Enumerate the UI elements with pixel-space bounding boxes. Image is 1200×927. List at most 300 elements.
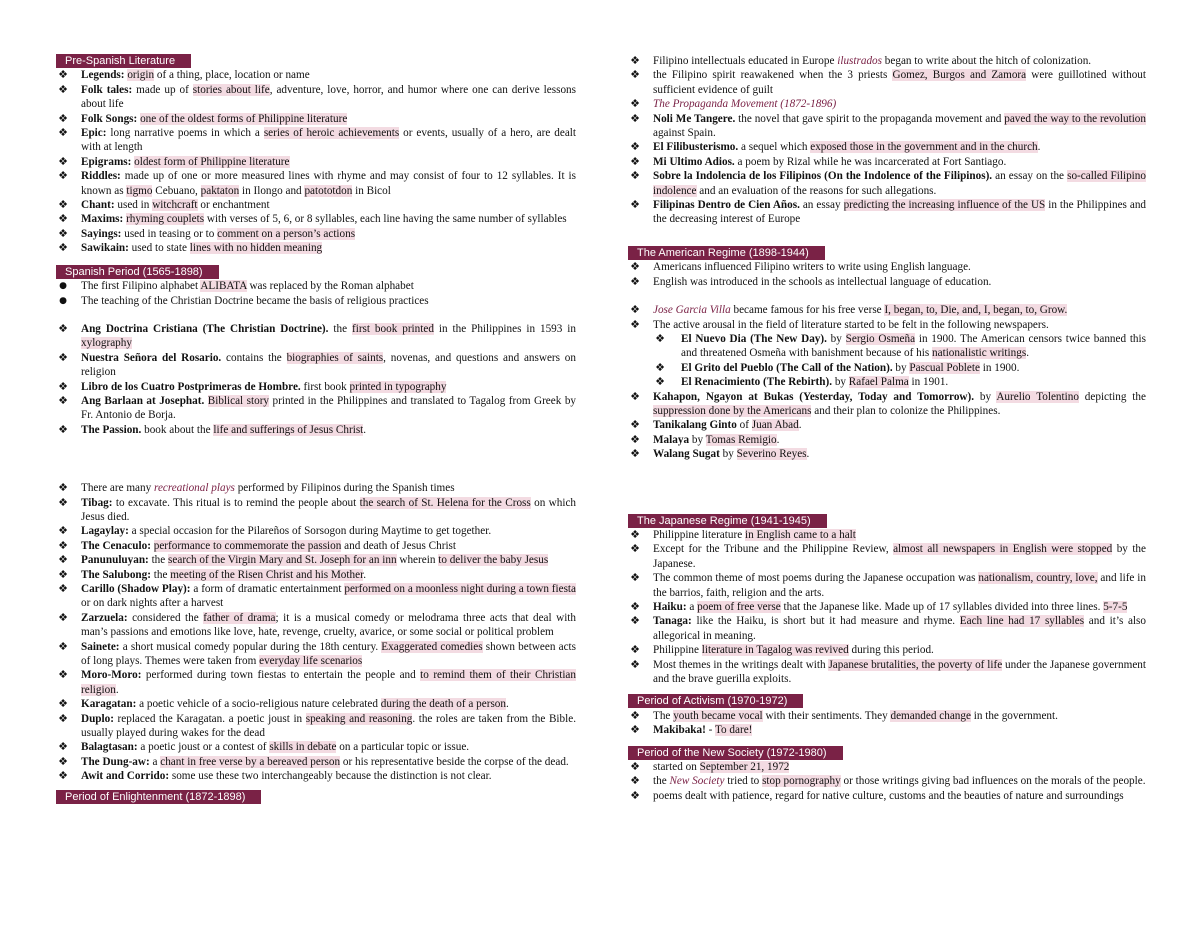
list-item [56,668,576,697]
item-text: depicting the [1078,390,1146,403]
item-text: the [150,568,171,581]
item-highlight: everyday life scenarios [259,655,363,668]
item-text: with verses of 5, 6, or 8 syllables, each line having the same number of syllables [204,213,567,226]
item-highlight: nationalism, country, love, [978,572,1098,585]
list-item [56,169,576,198]
item-term: Tanaga: [653,615,692,628]
item-highlight: Aurelio Tolentino [996,390,1079,403]
item-text: on which Jesus died. [81,496,577,523]
plays-intro-emphasis: recreational plays [154,482,235,495]
section-header-american: The American Regime (1898-1944) [628,246,825,260]
bullet-icon: ❖ [58,495,68,509]
bullet-icon: ❖ [58,711,68,725]
japanese-list [628,528,1146,686]
item-text: in 1900. [979,361,1020,374]
item-highlight: performed on a moonless night during a town fiesta [344,583,576,595]
item-term: Libro de los Cuatro Postprimeras de Hombre. [81,380,301,393]
list-item [56,769,576,783]
list-item [628,260,1146,274]
item-text: and an evaluation of the reasons for such allegations. [696,184,937,197]
bullet-icon: ❖ [58,350,68,364]
item-text: or his representative beside the corpse of the dead. [340,755,569,768]
bullet-icon: ❖ [58,379,68,393]
list-item [628,614,1146,643]
item-highlight: tigmo [126,184,153,197]
item-highlight: one of the oldest forms of Philippine literature [140,112,348,125]
bullet-icon: ❖ [630,68,640,82]
bullet-icon: ❖ [630,527,640,541]
item-text: the [328,322,352,335]
item-text: Americans influenced Filipino writers to write using English language. [653,261,971,274]
plays-intro-text-end: performed by Filipinos during the Spanish times [234,482,455,495]
bullet-icon: ❖ [58,524,68,538]
list-item [628,760,1146,774]
dot-bullet-icon: ● [59,295,67,306]
plays-list [56,496,576,784]
left-column [56,54,576,804]
list-item [628,198,1146,227]
list-item [653,361,1146,375]
item-text: made up of [132,83,193,96]
item-text: . [776,433,780,446]
bullet-icon: ❖ [630,303,640,317]
list-item [56,380,576,394]
spanish-dot-list [56,279,576,308]
item-highlight: so-called Filipino indolence [653,170,1146,197]
list-item [56,112,576,126]
item-text: replaced the Karagatan. a poetic joust in [113,712,306,725]
item-text: the Filipino spirit reawakened when the 3 priests [653,69,893,82]
item-text: and death of Jesus Christ [341,539,457,552]
item-term: Panunuluyan: [81,554,149,567]
bullet-icon: ❖ [58,198,68,212]
list-item [56,155,576,169]
arousal-text: The active arousal in the field of literature started to be felt in the following newspapers. [653,318,1049,331]
item-text: Filipino intellectuals educated in Europe [653,55,838,67]
item-emphasis: The Propaganda Movement (1872-1896) [653,98,837,111]
item-term: Filipinas Dentro de Cien Años. [653,199,800,212]
bullet-icon: ❖ [58,226,68,240]
item-emphasis: ilustrados [837,55,882,67]
bullet-icon: ❖ [630,198,640,212]
list-item [628,68,1146,97]
bullet-icon: ❖ [630,169,640,183]
item-text: an essay on the [992,170,1068,183]
item-highlight: suppression done by the Americans [653,404,812,417]
item-text: by [826,332,846,345]
item-text: in the Philippines in 1593 in [433,322,577,335]
list-item [56,582,576,611]
bullet-icon: ❖ [58,422,68,436]
activism-list [628,709,1146,738]
list-item [628,723,1146,737]
item-highlight: performance to commemorate the passion [153,539,342,552]
list-item [56,481,576,495]
item-highlight: first book printed [351,322,434,335]
list-item [628,433,1146,447]
list-item [56,423,576,437]
dot-bullet-icon: ● [59,281,67,292]
item-highlight: nationalistic writings [932,347,1027,360]
item-text: a form of dramatic entertainment [190,583,345,595]
item-term: The Passion. [81,423,142,436]
section-header-enlightenment: Period of Enlightenment (1872-1898) [56,790,261,804]
item-highlight: series of heroic achievements [263,127,400,140]
list-item [628,542,1146,571]
item-highlight: Severino Reyes [736,448,807,461]
bullet-icon: ❖ [58,111,68,125]
item-highlight: oldest form of Philippine literature [134,155,290,168]
item-term: Noli Me Tangere. [653,112,736,125]
plays-intro-list [56,481,576,495]
item-text: against Spain. [653,127,716,140]
list-item [628,528,1146,542]
item-text: performed during town fiestas to entertain the people and [141,669,421,682]
item-term: Sayings: [81,227,122,240]
american-list-2 [628,390,1146,462]
item-text: of a thing, place, location or name [154,69,310,82]
bullet-icon: ❖ [58,697,68,711]
item-highlight: stories about life [192,83,270,96]
item-highlight: search of the Virgin Mary and St. Joseph for an inn [168,554,397,567]
bullet-icon: ❖ [630,260,640,274]
item-highlight: Sergio Osmeña [845,332,916,345]
item-text: in the Philippines and the decreasing interest of Europe [653,199,1147,226]
item-text: an essay [799,199,844,212]
item-text: under the Japanese government and the brave guerilla exploits. [653,658,1146,686]
item-text: . the roles are taken from the Bible. usually played during wakes for the dead [81,712,576,740]
item-text: or those writings giving bad influences on the morals of the people. [840,775,1146,788]
item-text: poems dealt with patience, regard for native culture, customs and the beauties of nature and surroundings [653,789,1124,802]
item-term: Zarzuela: [81,611,128,624]
item-highlight: life and sufferings of Jesus Christ [213,423,364,436]
item-text: in Ilongo and [239,184,305,197]
item-term: El Filibusterismo. [653,141,739,154]
bullet-icon: ❖ [630,97,640,111]
item-text: The teaching of the Christian Doctrine became the basis of religious practices [81,294,429,307]
bullet-icon: ❖ [630,542,640,556]
item-term: Balagtasan: [81,741,138,754]
bullet-icon: ❖ [58,154,68,168]
item-term: Epic: [81,127,107,140]
item-highlight: paktaton [200,184,240,197]
list-item [56,740,576,754]
bullet-icon: ❖ [58,582,68,595]
bullet-icon: ❖ [58,321,68,335]
item-text: The first Filipino alphabet [81,280,201,293]
list-item [653,375,1146,389]
section-header-pre-spanish: Pre-Spanish Literature [56,54,191,68]
item-text: a poetic vehicle of a socio-religious nature celebrated [136,698,381,711]
item-term: Karagatan: [81,698,137,711]
bullet-icon: ❖ [58,481,68,495]
item-highlight: father of drama [203,611,276,624]
bullet-icon: ❖ [630,418,640,432]
item-term: The Salubong: [81,568,151,581]
bullet-icon: ❖ [655,375,665,389]
item-term: Tanikalang Ginto [653,419,737,432]
item-term: Ang Barlaan at Josephat. [81,394,205,407]
item-term: El Renacimiento (The Rebirth). [681,376,833,389]
american-list [628,260,1146,289]
item-highlight: Biblical story [207,394,270,407]
section-header-new-society: Period of the New Society (1972-1980) [628,746,843,760]
item-text: used in [114,199,153,212]
item-text: book about the [141,423,214,436]
villa-name: Jose Garcia Villa [653,304,731,317]
pre-spanish-list [56,68,576,255]
list-item [56,697,576,711]
bullet-icon: ❖ [58,538,68,552]
bullet-icon: ❖ [58,668,68,682]
item-text: a short musical comedy popular during the 18th century. [119,640,382,653]
item-text: of [736,419,752,432]
newspaper-list [653,332,1146,390]
item-text: a special occasion for the Pilareños of Sorsogon during Maytime to get together. [128,525,492,538]
bullet-icon: ❖ [58,754,68,768]
item-term: The Cenaculo: [81,539,151,552]
villa-highlight: I, began, to, Die, and, I, began, to, Grow. [884,304,1068,317]
bullet-icon: ❖ [58,553,68,567]
item-text: shown between acts of long plays. Themes were taken from [81,640,576,668]
item-highlight: stop pornography [762,775,841,788]
list-item [56,241,576,255]
item-text: the novel that gave spirit to the propaganda movement and [735,112,1005,125]
bullet-icon: ❖ [630,760,640,774]
item-text: and it’s also allegorical in meaning. [653,615,1146,642]
item-text: made up of one or more measured lines with rhyme and may consist of four to 12 syllables. It is known as [81,170,576,197]
item-text: a [686,601,698,613]
list-item [56,611,576,640]
section-header-activism: Period of Activism (1970-1972) [628,694,803,708]
item-text: during this period. [848,644,934,657]
bullet-icon: ❖ [58,212,68,226]
bullet-icon: ❖ [58,639,68,653]
item-text: , novenas, and questions and answers on religion [81,351,576,379]
list-item [628,643,1146,657]
item-text: by [689,433,706,446]
list-item [628,390,1146,419]
bullet-icon: ❖ [630,111,640,125]
bullet-icon: ❖ [630,600,640,613]
item-highlight: origin [127,69,155,82]
american-villa-list [628,303,1146,389]
item-text: were guillotined without sufficient evidence of guilt [653,69,1146,96]
item-text: . [806,448,810,461]
item-highlight: skills in debate [269,741,337,754]
item-text: considered the [127,611,204,624]
list-item [628,600,1146,614]
item-text: that the Japanese like. Made up of 17 syllables divided into three lines. [780,601,1104,613]
bullet-icon: ❖ [630,643,640,657]
list-item [628,571,1146,600]
list-item [56,568,576,582]
item-highlight: lines with no hidden meaning [189,242,323,255]
list-item [56,322,576,351]
item-highlight: chant in free verse by a bereaved person [160,755,341,768]
item-text: or enchantment [197,199,270,212]
villa-text: became famous for his free verse [730,304,885,317]
item-term: Ang Doctrina Cristiana (The Christian Doctrine). [81,322,329,335]
item-term: The Dung-aw: [81,755,150,768]
item-text: and their plan to colonize the Philippines. [811,404,1001,417]
item-text: Most themes in the writings dealt with [653,658,829,671]
item-term: Moro-Moro: [81,669,142,682]
item-text: The [653,709,674,722]
bullet-icon: ❖ [655,331,665,345]
item-highlight: predicting the increasing influence of the US [843,199,1046,212]
item-text: by [719,448,737,461]
item-highlight: Gomez, Burgos and Zamora [892,69,1027,82]
item-text: or events, usually of a hero, are dealt with at length [81,127,577,154]
bullet-icon: ❖ [630,614,640,628]
item-highlight: literature in Tagalog was revived [701,644,849,657]
list-item [56,279,576,293]
item-highlight: ALIBATA [200,280,247,293]
item-highlight: witchcraft [152,199,198,212]
item-highlight: To dare! [714,724,753,737]
list-item [628,112,1146,141]
item-text: . [798,419,802,432]
item-text: or on dark nights after a harvest [81,597,224,610]
item-text: ; it is a musical comedy or melodrama three acts that deal with man’s passions and emotions like love, hate, revenge, cruelty, avarice, or some social or political problem [81,611,576,639]
list-item [56,83,576,112]
list-item [56,294,576,308]
section-header-japanese: The Japanese Regime (1941-1945) [628,514,827,528]
item-text: a sequel which [738,141,811,154]
item-text: in 1900. The American censors twice banned this and threatened Osmeña with banishment because of his [681,332,1146,360]
item-term: Makibaka! [653,724,706,737]
list-item [628,169,1146,198]
list-item [628,155,1146,169]
item-text: by [974,390,997,403]
bullet-icon: ❖ [630,708,640,722]
list-item [56,712,576,741]
bullet-icon: ❖ [630,432,640,446]
item-highlight: Exaggerated comedies [381,640,483,653]
item-text: a poem by Rizal while he was incarcerated at Fort Santiago. [734,155,1007,168]
item-highlight: patototdon [304,184,353,197]
item-highlight: Tomas Remigio [705,433,777,446]
item-text: Cebuano, [152,184,201,197]
item-text: The common theme of most poems during the Japanese occupation was [653,572,979,585]
item-text: contains the [221,351,287,364]
item-highlight: to remind them of their Christian religion [81,669,576,696]
item-highlight: Rafael Palma [848,376,909,389]
list-item [56,496,576,525]
item-text: the [148,554,169,567]
bullet-icon: ❖ [58,82,68,96]
item-highlight: biographies of saints [286,351,384,364]
item-text: by [832,376,849,389]
bullet-icon: ❖ [58,393,68,407]
item-term: Lagaylay: [81,525,129,538]
item-term: Tibag: [81,496,113,509]
item-term: Epigrams: [81,155,132,168]
plays-intro-text: There are many [81,482,154,495]
bullet-icon: ❖ [630,140,640,154]
item-term: El Grito del Pueblo (The Call of the Nation). [681,361,893,374]
item-text: . [363,568,366,581]
item-term: Folk tales: [81,83,133,96]
item-text: . [1026,347,1029,360]
item-text: on a particular topic or issue. [336,741,470,754]
bullet-icon: ❖ [630,788,640,802]
list-item [56,524,576,538]
item-term: Kahapon, Ngayon at Bukas (Yesterday, Today and Tomorrow). [653,390,975,403]
item-highlight: September 21, 1972 [699,761,790,774]
item-text: and life in the barrios, faith, religion and the arts. [653,572,1147,599]
item-highlight: paved the way to the revolution [1004,112,1146,125]
item-term: Walang Sugat [653,448,720,461]
list-item [56,126,576,155]
spanish-list [56,322,576,437]
item-term: El Nuevo Dia (The New Day). [681,332,827,345]
item-text: Philippine [653,644,702,657]
item-highlight: poem of free verse [697,601,781,613]
bullet-icon: ❖ [630,571,640,585]
item-highlight: comment on a person’s actions [217,227,356,240]
item-text: - [705,724,715,737]
item-term: Sainete: [81,640,120,653]
item-text: printed in the Philippines and translated to Tagalog from Greek by Fr. Antonio de Borja. [81,394,577,422]
item-term: Mi Ultimo Adios. [653,155,735,168]
item-term: Nuestra Señora del Rosario. [81,351,222,364]
item-term: Riddles: [81,170,121,183]
item-term: Chant: [81,199,115,212]
item-highlight: almost all newspapers in English were stopped [893,543,1113,556]
bullet-icon: ❖ [58,169,68,183]
list-item [628,275,1146,289]
item-highlight: meeting of the Risen Christ and his Mother [170,568,364,581]
item-highlight: the search of St. Helena for the Cross [359,496,531,509]
item-term: Duplo: [81,712,114,725]
list-item [653,332,1146,361]
list-item [628,658,1146,687]
bullet-icon: ❖ [630,389,640,403]
bullet-icon: ❖ [58,241,68,255]
item-text: a [149,755,161,768]
list-item [628,97,1146,111]
item-term: Malaya [653,433,690,446]
bullet-icon: ❖ [630,317,640,331]
item-term: Carillo (Shadow Play): [81,583,191,595]
bullet-icon: ❖ [630,447,640,461]
bullet-icon: ❖ [58,740,68,754]
item-term: Maxims: [81,213,124,226]
list-item [628,303,1146,317]
item-term: Legends: [81,69,125,82]
bullet-icon: ❖ [58,769,68,783]
item-term: Sawikain: [81,242,129,255]
item-highlight: Japanese brutalities, the poverty of life [828,658,1003,671]
list-item [628,140,1146,154]
item-highlight: xylography [81,337,132,350]
item-text: started on [653,761,700,774]
item-highlight: Each line had 17 syllables [959,615,1085,628]
item-text: used to state [128,242,190,255]
item-text: by [892,361,910,374]
item-text: first book [300,380,350,393]
item-text: . [115,683,119,696]
item-text: long narrative poems in which a [106,127,264,140]
item-highlight: demanded change [890,709,971,722]
list-item [56,351,576,380]
item-highlight: speaking and reasoning [305,712,413,725]
item-term: Awit and Corrido: [81,770,170,783]
item-highlight: Juan Abad [751,419,799,432]
item-text: wherein [396,554,439,567]
